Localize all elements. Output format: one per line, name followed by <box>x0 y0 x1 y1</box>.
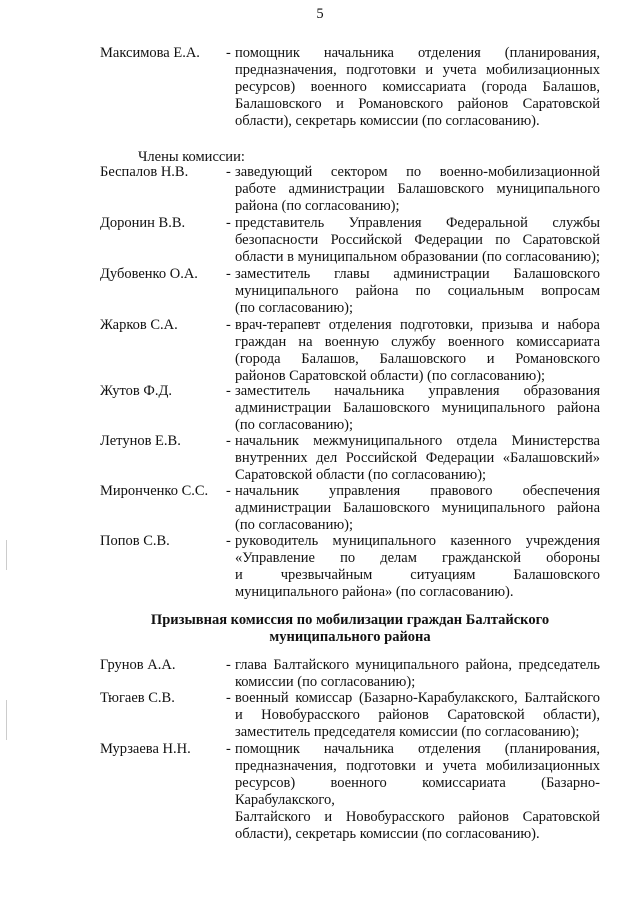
entry-description <box>226 266 600 317</box>
page-number: 5 <box>316 6 324 22</box>
entry-description-line: безопасности Российской Федерации по Саратовской <box>235 232 600 248</box>
entry-description-line: (по согласованию); <box>235 417 354 433</box>
entry-description-text <box>226 533 600 601</box>
entry-description-line: (города Балашов, Балашовского и Романовского <box>235 351 600 367</box>
entry-dash: - <box>226 533 231 549</box>
entry-name: Миронченко С.С. <box>100 483 209 499</box>
entry-description <box>226 215 600 266</box>
entry-name: Мурзаева Н.Н. <box>100 741 191 757</box>
entry-name: Тюгаев С.В. <box>100 690 175 706</box>
entry-description-line: предназначения, подготовки и учета мобилизационных <box>235 62 600 78</box>
entry-description <box>226 533 600 601</box>
entry-dash: - <box>226 317 231 333</box>
entry-name: Беспалов Н.В. <box>100 164 189 180</box>
entry-description-line: начальник управления правового обеспечения <box>235 483 600 499</box>
entry-dash: - <box>226 45 231 61</box>
section-title <box>100 612 600 646</box>
entry-name: Жарков С.А. <box>100 317 178 333</box>
entry-dash: - <box>226 657 231 673</box>
entry-description-text <box>226 164 600 215</box>
entry-description-line: военный комиссар (Базарно-Карабулакского, Балтайского <box>235 690 600 706</box>
entry-description-line: Балтайского и Новобурасского районов Саратовской <box>235 809 600 825</box>
entry-description-line: муниципального района по социальным вопросам <box>235 283 600 299</box>
entry-description-line: предназначения, подготовки и учета мобилизационных <box>235 758 600 774</box>
entry-dash: - <box>226 741 231 757</box>
entry-description-line: Саратовской области (по согласованию); <box>235 467 487 483</box>
entry-description <box>226 433 600 484</box>
section-title-line-2: муниципального района <box>269 629 431 645</box>
entry-description-line: заведующий сектором по военно-мобилизационной <box>235 164 600 180</box>
entry-description-line: внутренних дел Российской Федерации «Балашовский» <box>235 450 600 466</box>
entry-description-text <box>226 657 600 691</box>
entry-description <box>226 383 600 434</box>
entry-description-text <box>226 317 600 385</box>
entry-description-line: представитель Управления Федеральной службы <box>235 215 600 231</box>
entry-description <box>226 741 600 843</box>
entry-description-line: работе администрации Балашовского муниципального <box>235 181 600 197</box>
entry-description-line: граждан на военную службу военного комиссариата <box>235 334 600 350</box>
section-title-line-1: Призывная комиссия по мобилизации граждан Балтайского <box>150 612 550 628</box>
entry-description-line: помощник начальника отделения (планирования, <box>235 45 600 61</box>
entry-dash: - <box>226 215 231 231</box>
entry-description-line: области в муниципальном образовании (по согласованию); <box>235 249 600 265</box>
entry-dash: - <box>226 383 231 399</box>
entry-description-line: и Новобурасского районов Саратовской области), <box>235 707 600 723</box>
entry-dash: - <box>226 164 231 180</box>
entry-dash: - <box>226 433 231 449</box>
margin-mark <box>6 700 7 740</box>
entry-description-line: муниципального района» (по согласованию). <box>235 584 514 600</box>
entry-description-line: заместитель председателя комиссии (по согласованию); <box>235 724 580 740</box>
entry-description-line: комиссии (по согласованию); <box>235 674 416 690</box>
entry-description-text <box>226 266 600 317</box>
entry-name: Летунов Е.В. <box>100 433 181 449</box>
entry-description <box>226 690 600 741</box>
entry-name: Жутов Ф.Д. <box>100 383 172 399</box>
entry-description-line: заместитель начальника управления образования <box>235 383 600 399</box>
entry-description <box>226 317 600 385</box>
entry-description-line: области), секретарь комиссии (по согласованию). <box>235 113 540 129</box>
entry-description-line: глава Балтайского муниципального района, председатель <box>235 657 600 673</box>
entry-description-line: «Управление по делам гражданской обороны <box>235 550 600 566</box>
entry-description-line: области), секретарь комиссии (по согласованию). <box>235 826 540 842</box>
entry-dash: - <box>226 690 231 706</box>
entry-description <box>226 483 600 534</box>
entry-description-line: помощник начальника отделения (планирования, <box>235 741 600 757</box>
entry-description <box>226 657 600 691</box>
entry-description-line: ресурсов) военного комиссариата (города Балашов, <box>235 79 600 95</box>
entry-description <box>226 45 600 130</box>
entry-description-text <box>226 45 600 130</box>
entry-description-line: начальник межмуниципального отдела Министерства <box>235 433 600 449</box>
margin-mark <box>6 540 7 570</box>
entry-description-line: администрации Балашовского муниципального района <box>235 500 600 516</box>
entry-description-line: (по согласованию); <box>235 300 354 316</box>
entry-name: Грунов А.А. <box>100 657 176 673</box>
entry-description-line: администрации Балашовского муниципального района <box>235 400 600 416</box>
entry-name: Доронин В.В. <box>100 215 186 231</box>
members-heading: Члены комиссии: <box>138 149 245 165</box>
entry-dash: - <box>226 266 231 282</box>
entry-description-line: Балашовского и Романовского районов Саратовской <box>235 96 600 112</box>
entry-description-line: районов Саратовской области) (по согласованию); <box>235 368 546 384</box>
entry-description-line: (по согласованию); <box>235 517 354 533</box>
entry-dash: - <box>226 483 231 499</box>
entry-name: Максимова Е.А. <box>100 45 200 61</box>
entry-description-line: заместитель главы администрации Балашовского <box>235 266 600 282</box>
entry-description-text <box>226 741 600 843</box>
entry-description-line: ресурсов) военного комиссариата (Базарно-Карабулакского, <box>235 775 600 808</box>
entry-description-text <box>226 383 600 434</box>
entry-description-text <box>226 215 600 266</box>
entry-description-line: руководитель муниципального казенного учреждения <box>235 533 600 549</box>
entry-description-text <box>226 483 600 534</box>
entry-name: Попов С.В. <box>100 533 170 549</box>
entry-description-text <box>226 433 600 484</box>
entry-description-line: и чрезвычайным ситуациям Балашовского <box>235 567 600 583</box>
entry-description-line: врач-терапевт отделения подготовки, призыва и набора <box>235 317 600 333</box>
entry-description-text <box>226 690 600 741</box>
entry-name: Дубовенко О.А. <box>100 266 198 282</box>
entry-description <box>226 164 600 215</box>
entry-description-line: района (по согласованию); <box>235 198 400 214</box>
